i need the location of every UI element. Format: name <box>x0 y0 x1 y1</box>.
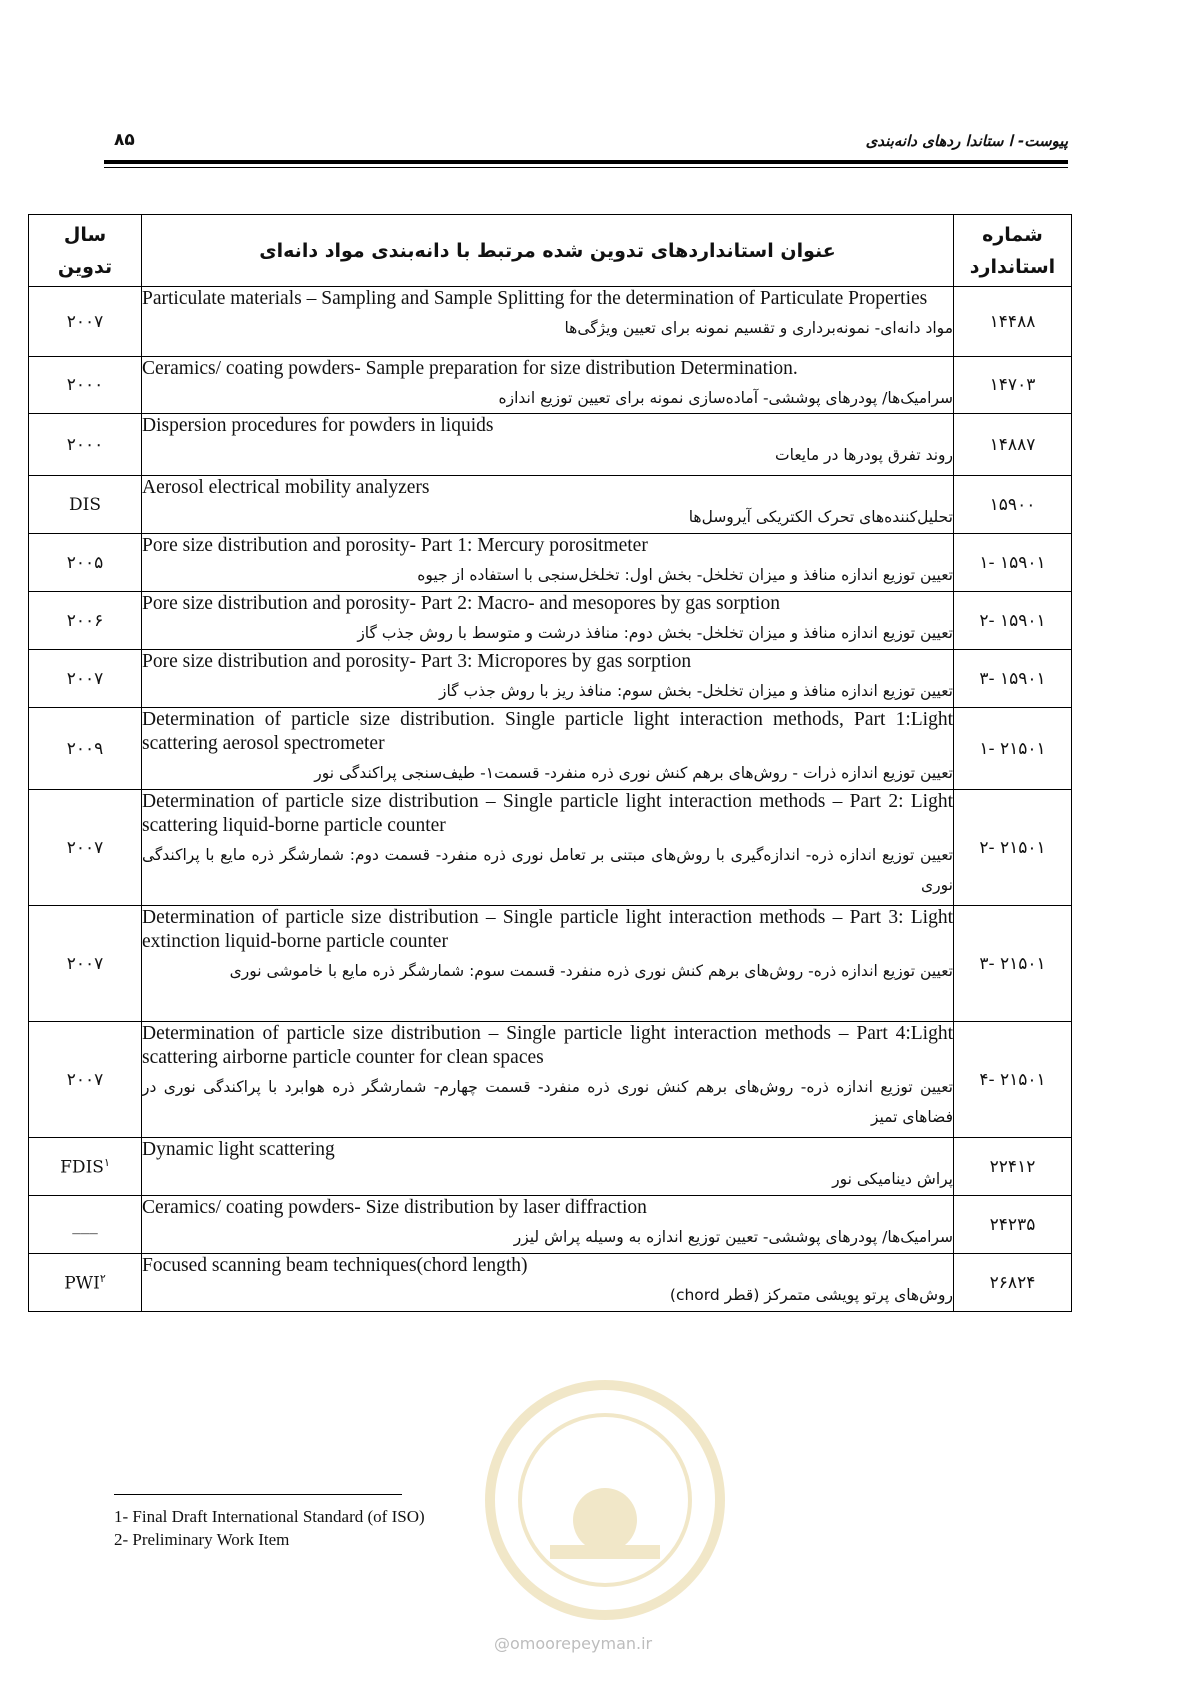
year-cell <box>29 906 142 1022</box>
standard-number-cell: ۲۱۵۰۱ -۱ <box>954 708 1072 790</box>
english-title: Determination of particle size distribution – Single particle light interaction methods – Part 3: Light extinction liquid-borne particle counter <box>142 907 953 952</box>
persian-title: تعیین توزیع اندازه ذرات - روش‌های برهم کنش نوری ذره منفرد- قسمت۱- طیف‌سنجی پراکندگی نور <box>314 764 953 782</box>
standards-table <box>28 214 1072 1312</box>
year-cell <box>29 1138 142 1196</box>
year-text: ۲۰۰۵ <box>66 552 104 573</box>
english-title: Ceramics/ coating powders- Sample preparation for size distribution Determination. <box>142 358 798 379</box>
standard-number-cell: ۲۲۴۱۲ <box>954 1138 1072 1196</box>
year-text: ۲۰۰۶ <box>66 610 104 631</box>
table-row <box>29 790 1072 906</box>
footnote-marker: ۲ <box>99 1271 106 1285</box>
english-title: Determination of particle size distribution – Single particle light interaction methods – Part 2: Light scattering liquid-borne particle counter <box>142 791 953 836</box>
title-cell <box>142 534 954 592</box>
year-text: ۲۰۰۷ <box>66 668 104 689</box>
table-row <box>29 650 1072 708</box>
footnote-marker: ۱ <box>103 1155 110 1169</box>
title-cell <box>142 906 954 1022</box>
year-cell <box>29 708 142 790</box>
persian-title: مواد دانه‌ای- نمونه‌برداری و تقسیم نمونه برای تعیین ویژگی‌ها <box>564 319 953 337</box>
table-header-row <box>29 215 1072 287</box>
english-title: Determination of particle size distribution. Single particle light interaction methods, Part 1:Light scattering aerosol spectrometer <box>142 709 953 754</box>
english-title: Focused scanning beam techniques(chord length) <box>142 1255 528 1276</box>
footnote-1: 1- Final Draft International Standard (of ISO) <box>114 1507 425 1526</box>
table-row <box>29 1196 1072 1254</box>
persian-title: پراش دینامیکی نور <box>832 1170 953 1188</box>
standard-number-cell: ۲۱۵۰۱ -۳ <box>954 906 1072 1022</box>
year-text: ۲۰۰۹ <box>66 738 104 759</box>
english-title: Dynamic light scattering <box>142 1139 335 1160</box>
year-text: ۲۰۰۷ <box>66 953 104 974</box>
header-number <box>954 215 1072 287</box>
watermark-logo-icon <box>480 1375 730 1625</box>
english-title: Ceramics/ coating powders- Size distribution by laser diffraction <box>142 1197 647 1218</box>
standard-number-cell: ۲۶۸۲۴ <box>954 1254 1072 1312</box>
standard-number-cell: ۱۵۹۰۱ -۲ <box>954 592 1072 650</box>
standard-number-cell: ۲۴۲۳۵ <box>954 1196 1072 1254</box>
year-text: ۲۰۰۰ <box>66 434 104 455</box>
english-title: Pore size distribution and porosity- Part 3: Micropores by gas sorption <box>142 651 692 672</box>
english-title: Particulate materials – Sampling and Sample Splitting for the determination of Particulate Properties <box>142 288 928 309</box>
persian-title: سرامیک‌ها/ پودرهای پوششی- تعیین توزیع اندازه به وسیله پراش لیزر <box>513 1228 953 1246</box>
english-title: Pore size distribution and porosity- Part 2: Macro- and mesopores by gas sorption <box>142 593 780 614</box>
year-cell <box>29 476 142 534</box>
table-row <box>29 534 1072 592</box>
table-row <box>29 287 1072 357</box>
table-row <box>29 1254 1072 1312</box>
table-row <box>29 708 1072 790</box>
header-number-line2: استاندارد <box>969 255 1056 278</box>
table-row <box>29 414 1072 476</box>
header-year-line2: تدوین <box>57 255 113 278</box>
persian-title: تعیین توزیع اندازه منافذ و میزان تخلخل- بخش دوم: منافذ درشت و متوسط با روش جذب گاز <box>357 624 953 642</box>
table-row <box>29 592 1072 650</box>
year-cell <box>29 790 142 906</box>
table-row <box>29 357 1072 414</box>
header-year-line1: سال <box>63 223 107 246</box>
header-rule-thin <box>104 167 1068 168</box>
english-title: Pore size distribution and porosity- Part 1: Mercury porositmeter <box>142 535 648 556</box>
watermark-text: @omoorepeyman.ir <box>494 1634 653 1653</box>
title-cell <box>142 476 954 534</box>
footnotes <box>114 1505 425 1551</box>
english-title: Dispersion procedures for powders in liquids <box>142 415 494 436</box>
title-cell <box>142 1022 954 1138</box>
title-cell <box>142 708 954 790</box>
standard-number-cell: ۲۱۵۰۱ -۴ <box>954 1022 1072 1138</box>
standard-number-cell: ۱۵۹۰۱ -۱ <box>954 534 1072 592</box>
header-rule-thick <box>104 160 1068 164</box>
header-number-line1: شماره <box>982 223 1043 246</box>
year-text: PWI <box>64 1273 100 1294</box>
year-cell <box>29 1196 142 1254</box>
title-cell <box>142 790 954 906</box>
page-number: ۸۵ <box>114 130 135 150</box>
persian-title: سرامیک‌ها/ پودرهای پوششی- آماده‌سازی نمونه برای تعیین توزیع اندازه <box>498 389 953 407</box>
table-row <box>29 906 1072 1022</box>
year-cell <box>29 414 142 476</box>
table-row <box>29 476 1072 534</box>
title-cell <box>142 592 954 650</box>
persian-title: تعیین توزیع اندازه ذره- روش‌های برهم کنش نوری ذره منفرد- قسمت سوم: شمارشگر ذره مایع با خاموشی نوری <box>229 962 953 980</box>
title-cell <box>142 287 954 357</box>
standard-number-cell: ۱۵۹۰۱ -۳ <box>954 650 1072 708</box>
footnote-rule <box>114 1494 402 1495</box>
year-cell <box>29 650 142 708</box>
year-text: ۲۰۰۷ <box>66 311 104 332</box>
year-cell <box>29 592 142 650</box>
standard-number-cell: ۱۴۴۸۸ <box>954 287 1072 357</box>
year-cell <box>29 357 142 414</box>
year-text: ۲۰۰۷ <box>66 837 104 858</box>
footnote-2: 2- Preliminary Work Item <box>114 1530 290 1549</box>
year-text: ۲۰۰۷ <box>66 1069 104 1090</box>
title-cell <box>142 1138 954 1196</box>
persian-title: تعیین توزیع اندازه ذره- اندازه‌گیری با روش‌های مبتنی بر تعامل نوری ذره منفرد- قسمت دوم: شمارشگر ذره مایع با پراکندگی نوری <box>142 846 953 894</box>
year-text: DIS <box>69 494 101 515</box>
header-title-column: عنوان استانداردهای تدوین شده مرتبط با دانه‌بندی مواد دانه‌ای <box>142 215 954 287</box>
title-cell <box>142 414 954 476</box>
standard-number-cell: ۱۴۷۰۳ <box>954 357 1072 414</box>
year-cell <box>29 287 142 357</box>
header-year <box>29 215 142 287</box>
persian-title: روند تفرق پودرها در مایعات <box>775 446 953 464</box>
year-text: FDIS <box>60 1157 104 1178</box>
title-cell <box>142 1254 954 1312</box>
year-cell <box>29 534 142 592</box>
year-cell <box>29 1254 142 1312</box>
title-cell <box>142 650 954 708</box>
persian-title: تعیین توزیع اندازه ذره- روش‌های برهم کنش نوری ذره منفرد- قسمت چهارم- شمارشگر ذره هوابرد با پراکندگی نوری در فضاهای تمیز <box>142 1078 953 1126</box>
persian-title: تعیین توزیع اندازه منافذ و میزان تخلخل- بخش اول: تخلخل‌سنجی با استفاده از جیوه <box>417 566 953 584</box>
persian-title: تحلیل‌کننده‌های تحرک الکتریکی آیروسل‌ها <box>688 508 953 526</box>
table-row <box>29 1022 1072 1138</box>
standard-number-cell: ۱۴۸۸۷ <box>954 414 1072 476</box>
persian-title: تعیین توزیع اندازه منافذ و میزان تخلخل- بخش سوم: منافذ ریز با روش جذب گاز <box>438 682 953 700</box>
english-title: Aerosol electrical mobility analyzers <box>142 477 430 498</box>
standard-number-cell: ۱۵۹۰۰ <box>954 476 1072 534</box>
year-text: ۲۰۰۰ <box>66 375 104 395</box>
year-text: ___ <box>72 1214 98 1235</box>
persian-title: روش‌های پرتو پویشی متمرکز (قطر chord) <box>669 1286 953 1304</box>
title-cell <box>142 357 954 414</box>
standard-number-cell: ۲۱۵۰۱ -۲ <box>954 790 1072 906</box>
year-cell <box>29 1022 142 1138</box>
header-title: پیوست- ا ستاندا ردهای دانه‌بندی <box>865 132 1068 150</box>
table-row <box>29 1138 1072 1196</box>
english-title: Determination of particle size distribution – Single particle light interaction methods – Part 4:Light scattering airborne particle counter for clean spaces <box>142 1023 953 1068</box>
title-cell <box>142 1196 954 1254</box>
